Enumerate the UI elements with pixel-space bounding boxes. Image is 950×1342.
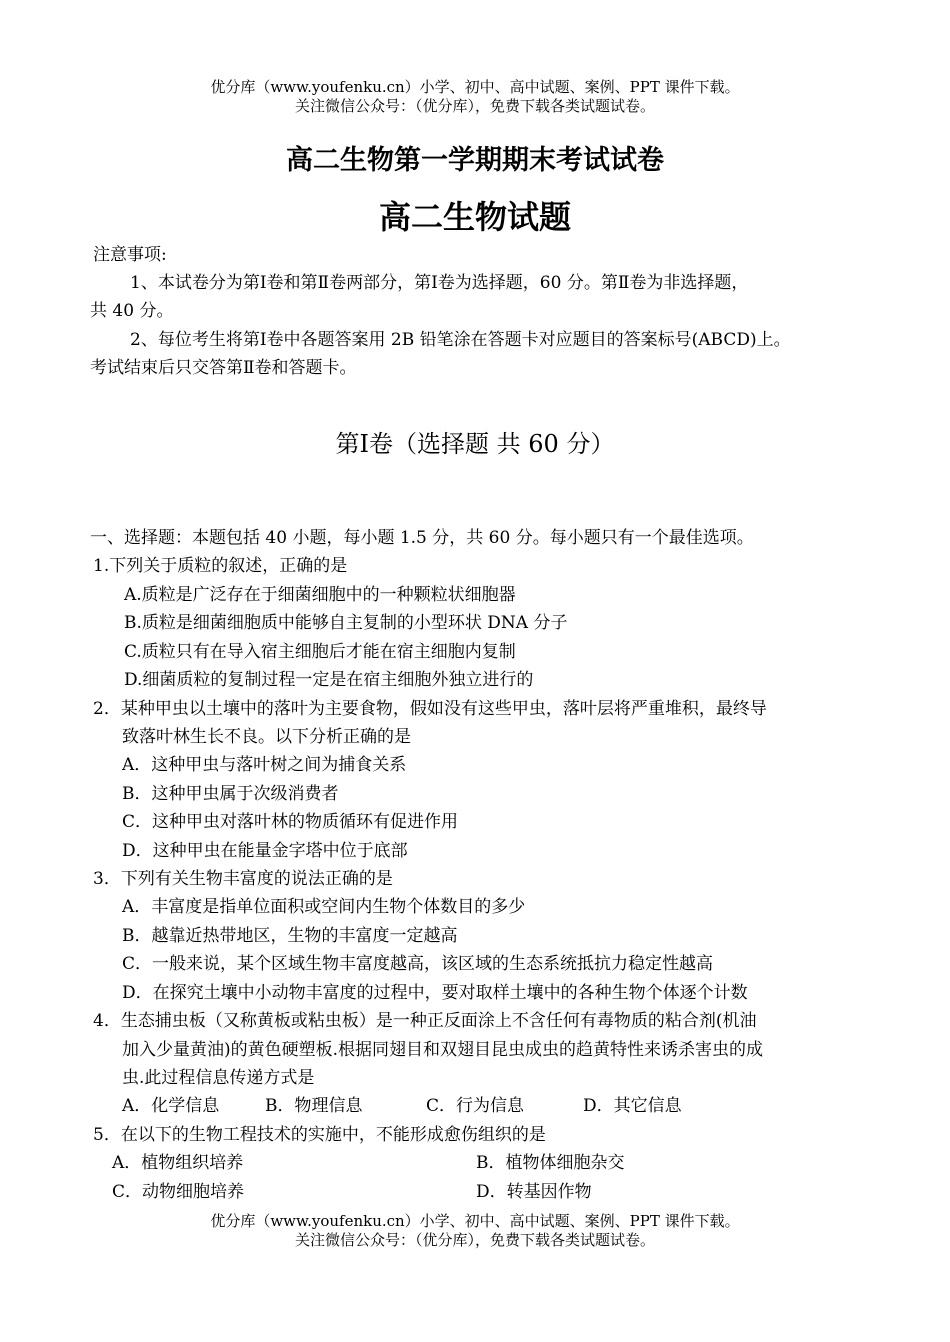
question-4-option-d: D．其它信息 bbox=[583, 1096, 682, 1116]
footer-promo-line1: 优分库（www.youfenku.cn）小学、初中、高中试题、案例、PPT 课件下载。 bbox=[210, 1212, 740, 1230]
notice-item-2-cont: 考试结束后只交答第Ⅱ卷和答题卡。 bbox=[90, 358, 357, 378]
question-2-option-c: C．这种甲虫对落叶林的物质循环有促进作用 bbox=[122, 812, 459, 832]
notice-item-2: 2、每位考生将第Ⅰ卷中各题答案用 2B 铅笔涂在答题卡对应题目的答案标号(ABCD)上。 bbox=[130, 330, 791, 350]
section-title: 第Ⅰ卷（选择题 共 60 分） bbox=[335, 430, 615, 458]
question-5-option-d: D．转基因作物 bbox=[476, 1182, 592, 1202]
question-2-option-a: A．这种甲虫与落叶树之间为捕食关系 bbox=[122, 755, 407, 775]
question-4-option-b: B．物理信息 bbox=[265, 1096, 363, 1116]
question-2-stem: 2．某种甲虫以土壤中的落叶为主要食物，假如没有这些甲虫，落叶层将严重堆积，最终导 bbox=[93, 699, 767, 719]
question-3-stem: 3．下列有关生物丰富度的说法正确的是 bbox=[93, 869, 393, 889]
question-5-option-b: B．植物体细胞杂交 bbox=[476, 1153, 625, 1173]
question-1-stem: 1.下列关于质粒的叙述，正确的是 bbox=[93, 556, 348, 576]
footer-promo-line2: 关注微信公众号：（优分库），免费下载各类试题试卷。 bbox=[294, 1231, 655, 1249]
question-4-stem-cont2: 虫.此过程信息传递方式是 bbox=[122, 1068, 315, 1088]
question-2-option-b: B．这种甲虫属于次级消费者 bbox=[122, 784, 339, 804]
question-1-option-c: C.质粒只有在导入宿主细胞后才能在宿主细胞内复制 bbox=[124, 642, 516, 662]
question-1-option-d: D.细菌质粒的复制过程一定是在宿主细胞外独立进行的 bbox=[124, 670, 534, 690]
exam-title: 高二生物第一学期期末考试试卷 bbox=[286, 145, 664, 176]
question-5-option-a: A．植物组织培养 bbox=[112, 1153, 244, 1173]
question-3-option-d: D．在探究土壤中小动物丰富度的过程中，要对取样土壤中的各种生物个体逐个计数 bbox=[122, 983, 748, 1003]
exam-subtitle: 高二生物试题 bbox=[378, 198, 571, 236]
question-4-stem: 4．生态捕虫板（又称黄板或粘虫板）是一种正反面涂上不含任何有毒物质的粘合剂(机油 bbox=[93, 1011, 757, 1031]
question-4-option-c: C．行为信息 bbox=[426, 1096, 525, 1116]
question-3-option-c: C．一般来说，某个区域生物丰富度越高，该区域的生态系统抵抗力稳定性越高 bbox=[122, 954, 714, 974]
question-3-option-b: B．越靠近热带地区，生物的丰富度一定越高 bbox=[122, 926, 458, 946]
question-1-option-b: B.质粒是细菌细胞质中能够自主复制的小型环状 DNA 分子 bbox=[124, 613, 568, 633]
notice-item-1: 1、本试卷分为第Ⅰ卷和第Ⅱ卷两部分，第Ⅰ卷为选择题，60 分。第Ⅱ卷为非选择题， bbox=[130, 273, 749, 293]
question-4-stem-cont1: 加入少量黄油)的黄色硬塑板.根据同翅目和双翅目昆虫成虫的趋黄特性来诱杀害虫的成 bbox=[122, 1040, 764, 1060]
section-instruction: 一、选择题：本题包括 40 小题，每小题 1.5 分，共 60 分。每小题只有一个最佳选项。 bbox=[90, 528, 754, 548]
notice-item-1-cont: 共 40 分。 bbox=[90, 301, 174, 321]
question-4-option-a: A．化学信息 bbox=[122, 1096, 220, 1116]
header-promo-line1: 优分库（www.youfenku.cn）小学、初中、高中试题、案例、PPT 课件下载。 bbox=[210, 78, 740, 96]
question-2-option-d: D．这种甲虫在能量金字塔中位于底部 bbox=[122, 841, 408, 861]
notice-heading: 注意事项: bbox=[93, 245, 167, 265]
question-5-option-c: C．动物细胞培养 bbox=[112, 1182, 245, 1202]
question-2-stem-cont: 致落叶林生长不良。以下分析正确的是 bbox=[122, 727, 411, 747]
question-5-stem: 5．在以下的生物工程技术的实施中，不能形成愈伤组织的是 bbox=[93, 1125, 546, 1145]
header-promo-line2: 关注微信公众号：（优分库），免费下载各类试题试卷。 bbox=[294, 97, 655, 115]
question-1-option-a: A.质粒是广泛存在于细菌细胞中的一种颗粒状细胞器 bbox=[124, 585, 516, 605]
question-3-option-a: A．丰富度是指单位面积或空间内生物个体数目的多少 bbox=[122, 897, 526, 917]
